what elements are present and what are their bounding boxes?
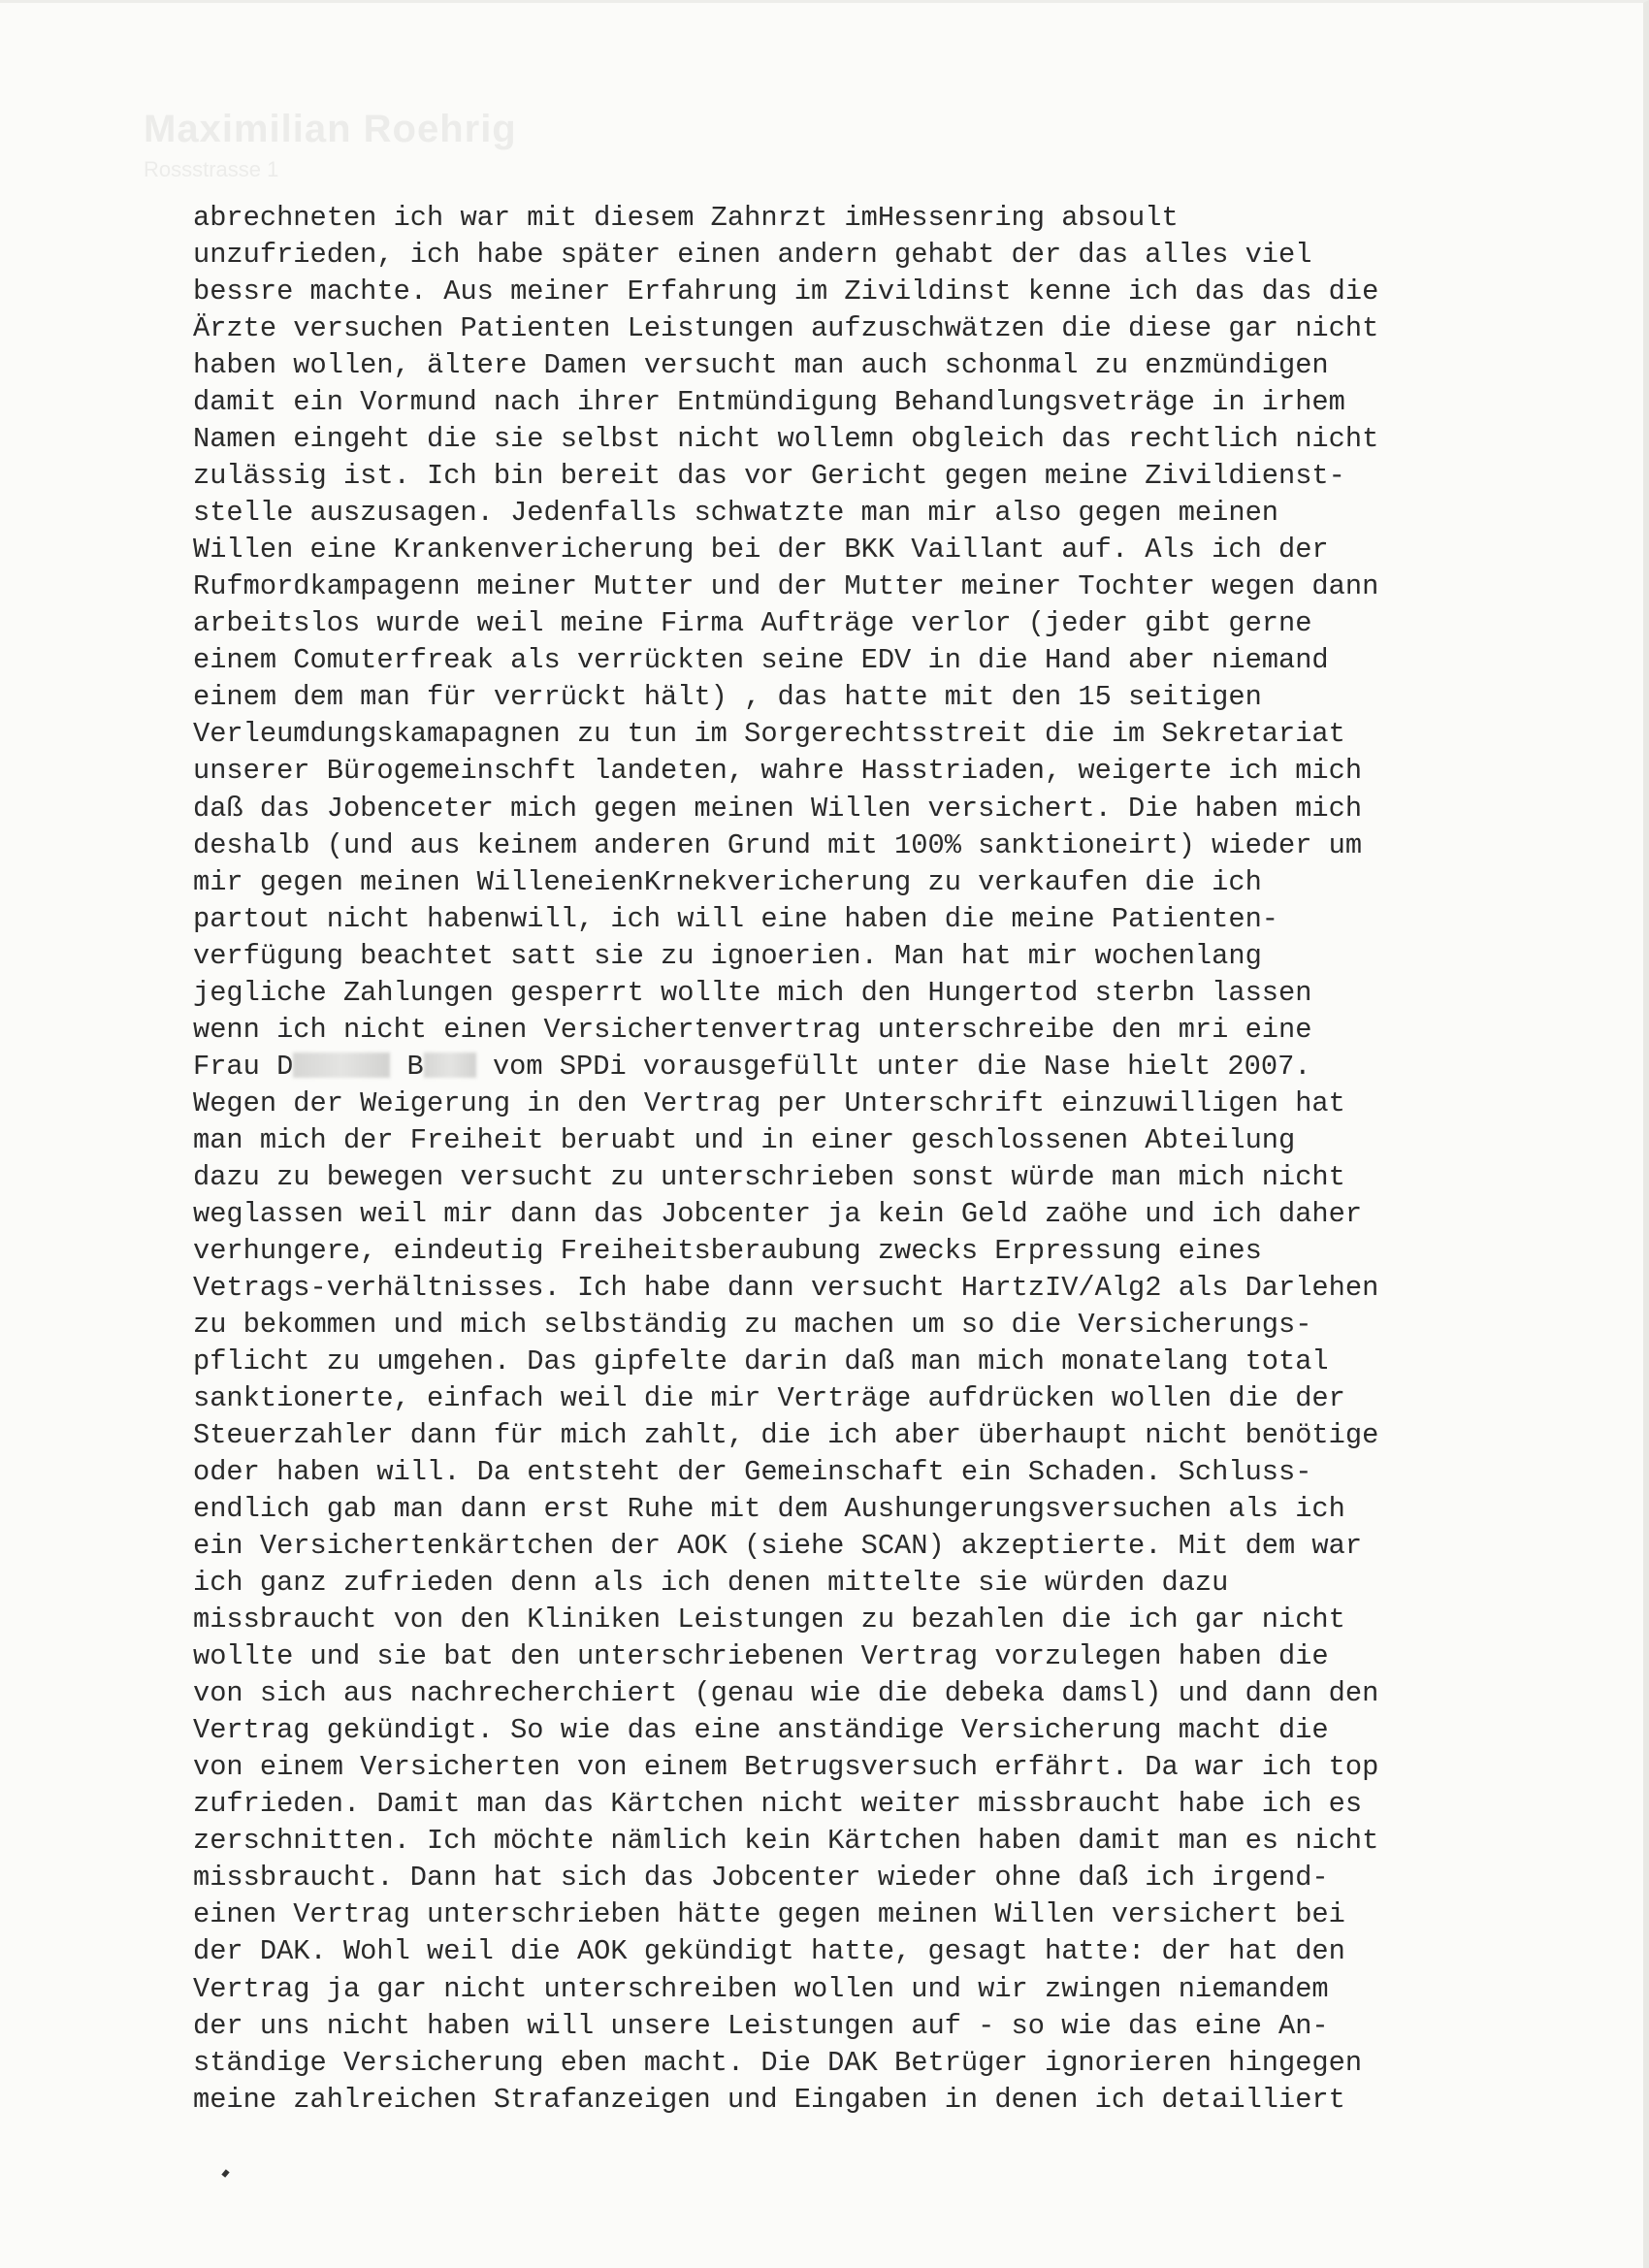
text-segment: vom SPDi vorausgefüllt unter die Nase hielt 2007. <box>475 1050 1311 1083</box>
text-line: bessre machte. Aus meiner Erfahrung im Zivildinst kenne ich das das die <box>193 275 1379 308</box>
redacted-name-block <box>424 1053 476 1078</box>
letterhead-name: Maximilian Roehrig <box>144 108 517 150</box>
text-line: Vertrag gekündigt. So wie das eine anständige Versicherung macht die <box>193 1714 1329 1747</box>
text-line: unserer Bürogemeinschft landeten, wahre Hasstriaden, weigerte ich mich <box>193 755 1363 788</box>
text-line: von sich aus nachrecherchiert (genau wie die debeka damsl) und dann den <box>193 1677 1379 1710</box>
text-line: unzufrieden, ich habe später einen andern gehabt der das alles viel <box>193 239 1312 272</box>
text-line: wollte und sie bat den unterschriebenen Vertrag vorzulegen haben die <box>193 1640 1329 1673</box>
text-line: Verleumdungskamapagnen zu tun im Sorgerechtsstreit die im Sekretariat <box>193 718 1345 751</box>
text-line: haben wollen, ältere Damen versucht man auch schonmal zu enzmündigen <box>193 349 1329 382</box>
text-line: jegliche Zahlungen gesperrt wollte mich den Hungertod sterbn lassen <box>193 976 1312 1009</box>
text-line: Vertrag ja gar nicht unterschreiben wollen und wir zwingen niemandem <box>193 1972 1329 2005</box>
text-line: zerschnitten. Ich möchte nämlich kein Kärtchen haben damit man es nicht <box>193 1825 1379 1858</box>
text-line: abrechneten ich war mit diesem Zahnrzt imHessenring absoult <box>193 202 1179 234</box>
text-line: partout nicht habenwill, ich will eine haben die meine Patienten- <box>193 902 1278 935</box>
text-line: mir gegen meinen WilleneienKrnekvericherung zu verkaufen die ich <box>193 865 1262 898</box>
text-line: ständige Versicherung eben macht. Die DAK Betrüger ignorieren hingegen <box>193 2046 1363 2079</box>
text-line: von einem Versicherten von einem Betrugsversuch erfährt. Da war ich top <box>193 1751 1379 1784</box>
text-line: Vetrags-verhältnisses. Ich habe dann versucht HartzIV/Alg2 als Darlehen <box>193 1271 1379 1304</box>
text-line: missbraucht. Dann hat sich das Jobcenter wieder ohne daß ich irgend- <box>193 1862 1329 1895</box>
text-line: einem dem man für verrückt hält) , das hatte mit den 15 seitigen <box>193 681 1262 714</box>
text-line: einen Vertrag unterschrieben hätte gegen meinen Willen versichert bei <box>193 1898 1345 1931</box>
text-line: oder haben will. Da entsteht der Gemeinschaft ein Schaden. Schluss- <box>193 1456 1312 1489</box>
stray-pen-mark <box>221 2169 229 2178</box>
text-segment: Frau D <box>193 1050 294 1083</box>
letter-body-text <box>193 200 1454 2119</box>
text-line: meine zahlreichen Strafanzeigen und Eingaben in denen ich detailliert <box>193 2083 1345 2116</box>
text-line: man mich der Freiheit beruabt und in einer geschlossenen Abteilung <box>193 1123 1296 1156</box>
text-line: zulässig ist. Ich bin bereit das vor Gericht gegen meine Zivildienst- <box>193 460 1345 493</box>
text-line: wenn ich nicht einen Versichertenvertrag unterschreibe den mri eine <box>193 1013 1312 1046</box>
text-line: ich ganz zufrieden denn als ich denen mittelte sie würden dazu <box>193 1567 1229 1600</box>
text-line: damit ein Vormund nach ihrer Entmündigung Behandlungsveträge in irhem <box>193 386 1345 419</box>
letterhead-address: Rossstrasse 1 <box>144 157 279 181</box>
redacted-name-block <box>293 1053 390 1078</box>
text-segment: B <box>390 1050 424 1083</box>
text-line: weglassen weil mir dann das Jobcenter ja kein Geld zaöhe und ich daher <box>193 1197 1363 1230</box>
text-line: Rufmordkampagenn meiner Mutter und der Mutter meiner Tochter wegen dann <box>193 570 1379 603</box>
text-line: pflicht zu umgehen. Das gipfelte darin daß man mich monatelang total <box>193 1345 1329 1377</box>
text-line: daß das Jobenceter mich gegen meinen Willen versichert. Die haben mich <box>193 792 1363 825</box>
text-line: dazu zu bewegen versucht zu unterschrieben sonst würde man mich nicht <box>193 1160 1345 1193</box>
text-line: Willen eine Krankenvericherung bei der BKK Vaillant auf. Als ich der <box>193 534 1329 567</box>
text-line: verfügung beachtet satt sie zu ignoerien. Man hat mir wochenlang <box>193 939 1262 972</box>
text-line: deshalb (und aus keinem anderen Grund mit 100% sanktioneirt) wieder um <box>193 828 1363 861</box>
letterhead-show-through <box>144 108 517 182</box>
text-line: Namen eingeht die sie selbst nicht wollemn obgleich das rechtlich nicht <box>193 423 1379 456</box>
text-line: Ärzte versuchen Patienten Leistungen aufzuschwätzen die diese gar nicht <box>193 312 1379 345</box>
text-line: zufrieden. Damit man das Kärtchen nicht weiter missbraucht habe ich es <box>193 1788 1363 1821</box>
text-line: sanktionerte, einfach weil die mir Verträge aufdrücken wollen die der <box>193 1382 1345 1414</box>
text-line: stelle auszusagen. Jedenfalls schwatzte man mir also gegen meinen <box>193 497 1278 530</box>
text-line: zu bekommen und mich selbständig zu machen um so die Versicherungs- <box>193 1308 1312 1341</box>
text-line: Wegen der Weigerung in den Vertrag per Unterschrift einzuwilligen hat <box>193 1086 1345 1119</box>
text-line: endlich gab man dann erst Ruhe mit dem Aushungerungsversuchen als ich <box>193 1493 1345 1526</box>
text-line: der uns nicht haben will unsere Leistungen auf - so wie das eine An- <box>193 2009 1329 2042</box>
text-line: der DAK. Wohl weil die AOK gekündigt hatte, gesagt hatte: der hat den <box>193 1935 1345 1968</box>
text-line: missbraucht von den Kliniken Leistungen zu bezahlen die ich gar nicht <box>193 1604 1345 1636</box>
text-line: Steuerzahler dann für mich zahlt, die ich aber überhaupt nicht benötige <box>193 1419 1379 1452</box>
text-line: einem Comuterfreak als verrückten seine EDV in die Hand aber niemand <box>193 644 1329 677</box>
text-line: ein Versichertenkärtchen der AOK (siehe SCAN) akzeptierte. Mit dem war <box>193 1530 1363 1563</box>
text-line <box>193 1049 1454 1085</box>
text-line: arbeitslos wurde weil meine Firma Aufträge verlor (jeder gibt gerne <box>193 607 1312 640</box>
text-line: verhungere, eindeutig Freiheitsberaubung zwecks Erpressung eines <box>193 1234 1262 1267</box>
